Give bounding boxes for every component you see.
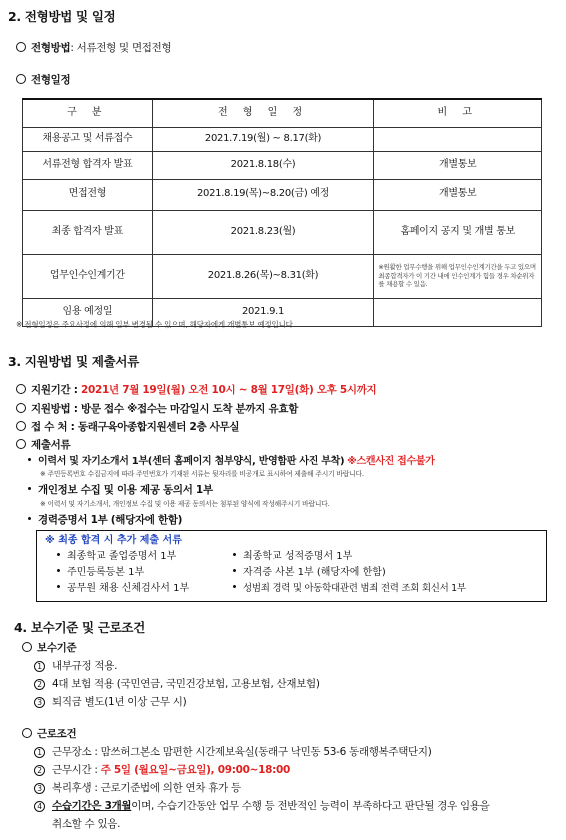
dot-bullet-icon bbox=[28, 517, 31, 520]
table-row bbox=[23, 210, 542, 254]
header-category: 구 분 bbox=[23, 99, 153, 127]
docs-heading bbox=[16, 439, 70, 452]
list-item bbox=[34, 800, 490, 813]
row-category: 채용공고 및 서류접수 bbox=[23, 127, 153, 151]
schedule-footnote: ※ 전형일정은 주요사정에 의해 일부 변경될 수 있으며, 해당자에게 개별통보 예정입니다. bbox=[16, 320, 295, 329]
row-category: 최종 합격자 발표 bbox=[23, 210, 153, 254]
dot-bullet-icon bbox=[57, 553, 60, 556]
list-item bbox=[233, 551, 352, 564]
row-note: 개별통보 bbox=[374, 179, 542, 210]
probation-period: 수습기간은 3개월 bbox=[52, 800, 132, 812]
number-badge: 4 bbox=[34, 801, 45, 812]
method-apply-line bbox=[16, 403, 298, 416]
method-line bbox=[16, 42, 171, 55]
circle-bullet-icon bbox=[22, 642, 32, 652]
section-3-title: 3. 지원방법 및 제출서류 bbox=[8, 354, 139, 369]
final-doc-item: 자격증 사본 1부 (해당자에 한함) bbox=[243, 567, 386, 578]
number-badge: 3 bbox=[34, 783, 45, 794]
section-2-title: 2. 전형방법 및 일정 bbox=[8, 9, 116, 24]
number-badge: 1 bbox=[34, 661, 45, 672]
row-category: 임용 예정일 bbox=[23, 298, 153, 326]
row-note: ※원활한 업무수행을 위해 업무인수인계기간을 두고 있으며 최종합격자가 이 기간 내에 인수인계가 힘들 경우 차순위자를 채용할 수 있음. bbox=[374, 254, 542, 298]
probation-text: 이며, 수습기간동안 업무 수행 등 전반적인 능력이 부족하다고 판단될 경우 임용을 bbox=[131, 800, 490, 812]
apply-method: 지원방법 : 방문 접수 ※접수는 마감일시 도착 분까지 유효함 bbox=[31, 403, 299, 415]
doc-2-text: 개인정보 수집 및 이용 제공 동의서 1부 bbox=[38, 484, 213, 496]
circle-bullet-icon bbox=[16, 403, 26, 413]
row-date: 2021.8.18(수) bbox=[152, 151, 374, 179]
pay-item-text: 퇴직금 별도(1년 이상 근무 시) bbox=[52, 696, 187, 708]
pay-heading bbox=[22, 642, 76, 655]
schedule-label: 전형일정 bbox=[31, 74, 71, 86]
table-row bbox=[23, 127, 542, 151]
row-date: 2021.8.26(목)~8.31(화) bbox=[152, 254, 374, 298]
circle-bullet-icon bbox=[16, 384, 26, 394]
table-row bbox=[23, 179, 542, 210]
final-docs-title: ※ 최종 합격 시 추가 제출 서류 bbox=[45, 535, 182, 546]
final-docs-box bbox=[36, 530, 547, 602]
work-place: 근무장소 : 맘쓰허그본소 맘편한 시간제보육실(동래구 낙민동 53-6 동래행복주택단지) bbox=[52, 746, 432, 758]
circle-bullet-icon bbox=[16, 74, 26, 84]
row-note bbox=[374, 298, 542, 326]
circle-bullet-icon bbox=[16, 421, 26, 431]
period-label: 지원기간 : bbox=[31, 384, 81, 396]
doc-3-text: 경력증명서 1부 (해당자에 한함) bbox=[38, 514, 183, 526]
row-date: 2021.8.19(목)~8.20(금) 예정 bbox=[152, 179, 374, 210]
row-date: 2021.9.1 bbox=[152, 298, 374, 326]
list-item bbox=[34, 678, 320, 691]
dot-bullet-icon bbox=[28, 487, 31, 490]
work-title: 근로조건 bbox=[37, 728, 77, 740]
number-badge: 1 bbox=[34, 747, 45, 758]
period-value: 2021년 7월 19일(월) 오전 10시 ~ 8월 17일(화) 오후 5시까지 bbox=[80, 384, 377, 396]
apply-place: 접 수 처 : 동래구육아종합지원센터 2층 사무실 bbox=[31, 421, 240, 433]
list-item bbox=[34, 764, 290, 777]
list-item bbox=[34, 696, 186, 709]
header-note: 비 고 bbox=[374, 99, 542, 127]
pay-item-text: 4대 보험 적용 (국민연금, 국민건강보험, 고용보험, 산재보험) bbox=[52, 678, 320, 690]
doc-2 bbox=[28, 484, 213, 497]
row-note: 개별통보 bbox=[374, 151, 542, 179]
doc-1 bbox=[28, 456, 435, 469]
row-category: 서류전형 합격자 발표 bbox=[23, 151, 153, 179]
work-hours-value: 주 5일 (월요일~금요일), 09:00~18:00 bbox=[100, 764, 291, 776]
work-welfare: 복리후생 : 근로기준법에 의한 연차 휴가 등 bbox=[52, 782, 241, 794]
row-category: 면접전형 bbox=[23, 179, 153, 210]
method-label: 전형방법 bbox=[31, 42, 71, 54]
final-doc-item: 최종학교 졸업증명서 1부 bbox=[67, 551, 177, 562]
schedule-table bbox=[22, 98, 542, 327]
dot-bullet-icon bbox=[233, 569, 236, 572]
number-badge: 2 bbox=[34, 679, 45, 690]
work-heading bbox=[22, 728, 76, 741]
final-doc-item: 성범죄 경력 및 아동학대관련 범죄 전력 조회 회신서 1부 bbox=[243, 583, 466, 594]
list-item bbox=[57, 567, 144, 580]
list-item bbox=[57, 583, 189, 596]
schedule-heading bbox=[16, 74, 70, 87]
doc-3 bbox=[28, 514, 182, 527]
row-note: 홈페이지 공지 및 개별 통보 bbox=[374, 210, 542, 254]
dot-bullet-icon bbox=[28, 458, 31, 461]
period-line bbox=[16, 384, 376, 397]
list-item bbox=[57, 551, 176, 564]
pay-item-text: 내부규정 적용. bbox=[52, 660, 118, 672]
number-badge: 2 bbox=[34, 765, 45, 776]
table-row bbox=[23, 151, 542, 179]
pay-title: 보수기준 bbox=[37, 642, 77, 654]
doc-1-text: 이력서 및 자기소개서 1부(센터 홈페이지 첨부양식, 반영함판 사진 부착) bbox=[38, 456, 345, 467]
final-doc-item: 최종학교 성적증명서 1부 bbox=[243, 551, 353, 562]
list-item bbox=[233, 583, 466, 595]
place-line bbox=[16, 421, 239, 434]
circle-bullet-icon bbox=[22, 728, 32, 738]
table-row bbox=[23, 254, 542, 298]
circle-bullet-icon bbox=[16, 42, 26, 52]
dot-bullet-icon bbox=[57, 569, 60, 572]
list-item bbox=[34, 746, 432, 759]
method-value: : 서류전형 및 면접전형 bbox=[70, 42, 172, 54]
table-header-row bbox=[23, 99, 542, 127]
list-item bbox=[34, 660, 117, 673]
row-date: 2021.8.23(월) bbox=[152, 210, 374, 254]
row-note bbox=[374, 127, 542, 151]
list-item bbox=[34, 782, 241, 795]
list-item bbox=[233, 567, 386, 580]
dot-bullet-icon bbox=[57, 585, 60, 588]
header-schedule: 전 형 일 정 bbox=[152, 99, 374, 127]
section-4-title: 4. 보수기준 및 근로조건 bbox=[14, 620, 145, 635]
row-category: 업무인수인계기간 bbox=[23, 254, 153, 298]
doc-1-note: ※ 주민등록번호 수집금지에 따라 주민번호가 기재된 서류는 뒷자리를 비공개로 표시하여 제출해 주시기 바랍니다. bbox=[40, 470, 364, 478]
dot-bullet-icon bbox=[233, 553, 236, 556]
final-doc-item: 주민등록등본 1부 bbox=[67, 567, 145, 578]
row-date: 2021.7.19(월) ~ 8.17(화) bbox=[152, 127, 374, 151]
dot-bullet-icon bbox=[233, 585, 236, 588]
number-badge: 3 bbox=[34, 697, 45, 708]
docs-title: 제출서류 bbox=[31, 439, 71, 451]
circle-bullet-icon bbox=[16, 439, 26, 449]
doc-2-note: ※ 이력서 및 자기소개서, 개인정보 수집 및 이용 제공 동의서는 첨부된 양식에 작성해주시기 바랍니다. bbox=[40, 500, 330, 508]
probation-text-cont: 취소할 수 있음. bbox=[52, 818, 121, 830]
doc-1-warning: ※스캔사진 접수불가 bbox=[347, 456, 435, 467]
work-hours-label: 근무시간 : bbox=[52, 764, 101, 776]
final-doc-item: 공무원 채용 신체검사서 1부 bbox=[67, 583, 190, 594]
